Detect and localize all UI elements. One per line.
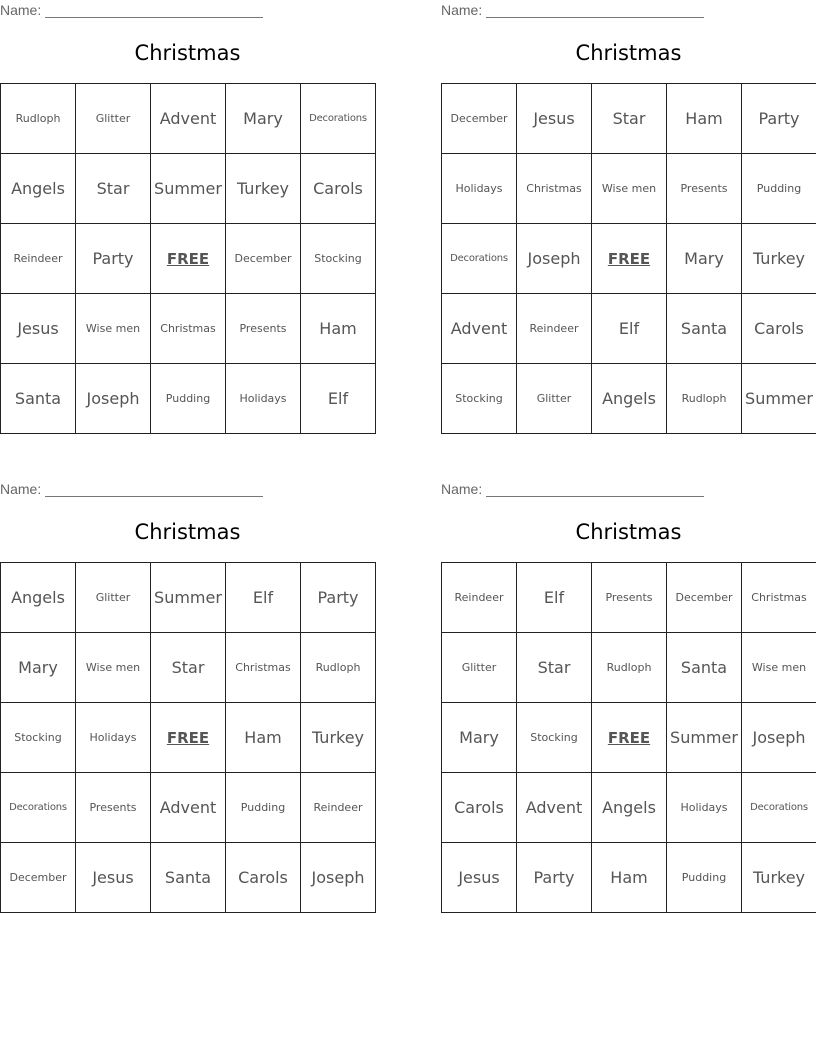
name-label: Name: bbox=[441, 2, 483, 18]
name-blank-line[interactable] bbox=[45, 3, 263, 18]
bingo-cell: Mary bbox=[667, 224, 742, 294]
card-title: Christmas bbox=[575, 520, 682, 544]
bingo-cell: Pudding bbox=[151, 364, 226, 434]
bingo-cell: Pudding bbox=[742, 154, 816, 224]
bingo-cell: Ham bbox=[226, 703, 301, 773]
bingo-cell: Jesus bbox=[76, 843, 151, 913]
grid-row bbox=[1, 633, 376, 703]
bingo-cell: Angels bbox=[1, 563, 76, 633]
bingo-cell: Glitter bbox=[517, 364, 592, 434]
bingo-cell: Turkey bbox=[301, 703, 376, 773]
bingo-cell: Glitter bbox=[442, 633, 517, 703]
bingo-cell: Joseph bbox=[301, 843, 376, 913]
bingo-cell: Presents bbox=[592, 563, 667, 633]
card-title: Christmas bbox=[575, 41, 682, 65]
bingo-cell: Jesus bbox=[517, 84, 592, 154]
bingo-cell: Carols bbox=[442, 773, 517, 843]
grid-row bbox=[1, 224, 376, 294]
bingo-cell: Turkey bbox=[742, 843, 816, 913]
bingo-cell: Reindeer bbox=[1, 224, 76, 294]
grid-row bbox=[442, 154, 816, 224]
bingo-cell: Angels bbox=[592, 364, 667, 434]
bingo-cell: Party bbox=[76, 224, 151, 294]
bingo-cell: Santa bbox=[151, 843, 226, 913]
bingo-cell: Stocking bbox=[1, 703, 76, 773]
bingo-cell: Rudloph bbox=[1, 84, 76, 154]
grid-row bbox=[442, 84, 816, 154]
bingo-cell: Angels bbox=[592, 773, 667, 843]
bingo-cell: Advent bbox=[151, 84, 226, 154]
grid-row bbox=[442, 364, 816, 434]
bingo-cell: Decorations bbox=[442, 224, 517, 294]
bingo-cell: Glitter bbox=[76, 563, 151, 633]
name-field[interactable] bbox=[441, 2, 704, 20]
bingo-cell: Joseph bbox=[76, 364, 151, 434]
bingo-cell: Stocking bbox=[442, 364, 517, 434]
bingo-cell: Santa bbox=[667, 294, 742, 364]
name-field[interactable] bbox=[0, 481, 263, 499]
free-cell: FREE bbox=[151, 703, 226, 773]
grid-row bbox=[442, 703, 816, 773]
name-label: Name: bbox=[441, 481, 483, 497]
bingo-cell: Decorations bbox=[742, 773, 816, 843]
bingo-cell: Advent bbox=[442, 294, 517, 364]
bingo-cell: Mary bbox=[1, 633, 76, 703]
bingo-cell: Wise men bbox=[592, 154, 667, 224]
bingo-cell: Turkey bbox=[226, 154, 301, 224]
grid-row bbox=[442, 843, 816, 913]
name-field[interactable] bbox=[0, 2, 263, 20]
bingo-cell: Advent bbox=[517, 773, 592, 843]
bingo-cell: Joseph bbox=[742, 703, 816, 773]
free-cell: FREE bbox=[592, 224, 667, 294]
bingo-cell: Rudloph bbox=[301, 633, 376, 703]
bingo-grid bbox=[441, 83, 816, 434]
bingo-cell: Holidays bbox=[226, 364, 301, 434]
bingo-cell: Presents bbox=[667, 154, 742, 224]
bingo-cell: Glitter bbox=[76, 84, 151, 154]
bingo-cell: Reindeer bbox=[517, 294, 592, 364]
bingo-cell: Ham bbox=[301, 294, 376, 364]
bingo-cell: Rudloph bbox=[592, 633, 667, 703]
bingo-cell: Holidays bbox=[442, 154, 517, 224]
bingo-cell: Turkey bbox=[742, 224, 816, 294]
bingo-cell: Pudding bbox=[226, 773, 301, 843]
bingo-cell: Presents bbox=[76, 773, 151, 843]
bingo-cell: Ham bbox=[592, 843, 667, 913]
bingo-cell: Jesus bbox=[442, 843, 517, 913]
bingo-cell: Christmas bbox=[226, 633, 301, 703]
bingo-cell: Wise men bbox=[76, 633, 151, 703]
bingo-cell: Santa bbox=[667, 633, 742, 703]
free-cell: FREE bbox=[592, 703, 667, 773]
bingo-grid bbox=[0, 83, 376, 434]
bingo-cell: Star bbox=[76, 154, 151, 224]
bingo-cell: Reindeer bbox=[442, 563, 517, 633]
grid-row bbox=[1, 563, 376, 633]
bingo-cell: Mary bbox=[226, 84, 301, 154]
bingo-cell: Elf bbox=[301, 364, 376, 434]
bingo-cell: Party bbox=[742, 84, 816, 154]
name-label: Name: bbox=[0, 481, 42, 497]
free-cell: FREE bbox=[151, 224, 226, 294]
bingo-cell: Star bbox=[517, 633, 592, 703]
bingo-cell: Decorations bbox=[301, 84, 376, 154]
bingo-cell: Summer bbox=[151, 154, 226, 224]
bingo-cell: Elf bbox=[226, 563, 301, 633]
bingo-cell: Santa bbox=[1, 364, 76, 434]
grid-row bbox=[1, 703, 376, 773]
bingo-cell: Presents bbox=[226, 294, 301, 364]
bingo-cell: Stocking bbox=[517, 703, 592, 773]
grid-row bbox=[442, 563, 816, 633]
bingo-cell: Reindeer bbox=[301, 773, 376, 843]
bingo-cell: Wise men bbox=[76, 294, 151, 364]
bingo-cell: Wise men bbox=[742, 633, 816, 703]
bingo-cell: Carols bbox=[301, 154, 376, 224]
bingo-cell: December bbox=[226, 224, 301, 294]
name-label: Name: bbox=[0, 2, 42, 18]
name-blank-line[interactable] bbox=[486, 3, 704, 18]
bingo-cell: December bbox=[442, 84, 517, 154]
bingo-cell: Holidays bbox=[76, 703, 151, 773]
name-blank-line[interactable] bbox=[486, 482, 704, 497]
bingo-cell: Carols bbox=[226, 843, 301, 913]
bingo-cell: Christmas bbox=[517, 154, 592, 224]
bingo-grid bbox=[0, 562, 376, 913]
bingo-cell: Party bbox=[517, 843, 592, 913]
bingo-cell: Party bbox=[301, 563, 376, 633]
name-blank-line[interactable] bbox=[45, 482, 263, 497]
bingo-cell: Star bbox=[592, 84, 667, 154]
bingo-cell: Joseph bbox=[517, 224, 592, 294]
bingo-cell: Mary bbox=[442, 703, 517, 773]
name-field[interactable] bbox=[441, 481, 704, 499]
bingo-cell: Elf bbox=[592, 294, 667, 364]
bingo-cell: Summer bbox=[151, 563, 226, 633]
bingo-cell: Star bbox=[151, 633, 226, 703]
bingo-cell: Ham bbox=[667, 84, 742, 154]
bingo-cell: Pudding bbox=[667, 843, 742, 913]
bingo-cell: Rudloph bbox=[667, 364, 742, 434]
bingo-cell: Carols bbox=[742, 294, 816, 364]
bingo-cell: Summer bbox=[667, 703, 742, 773]
bingo-cell: Summer bbox=[742, 364, 816, 434]
bingo-cell: Elf bbox=[517, 563, 592, 633]
bingo-cell: Advent bbox=[151, 773, 226, 843]
bingo-cell: December bbox=[1, 843, 76, 913]
bingo-cell: Holidays bbox=[667, 773, 742, 843]
bingo-cell: Christmas bbox=[151, 294, 226, 364]
grid-row bbox=[1, 773, 376, 843]
bingo-cell: Decorations bbox=[1, 773, 76, 843]
grid-row bbox=[1, 364, 376, 434]
bingo-cell: Christmas bbox=[742, 563, 816, 633]
bingo-cell: December bbox=[667, 563, 742, 633]
bingo-cell: Angels bbox=[1, 154, 76, 224]
card-title: Christmas bbox=[134, 520, 241, 544]
grid-row bbox=[1, 154, 376, 224]
grid-row bbox=[442, 633, 816, 703]
grid-row bbox=[1, 84, 376, 154]
grid-row bbox=[1, 843, 376, 913]
grid-row bbox=[442, 294, 816, 364]
grid-row bbox=[1, 294, 376, 364]
bingo-grid bbox=[441, 562, 816, 913]
grid-row bbox=[442, 224, 816, 294]
bingo-cell: Jesus bbox=[1, 294, 76, 364]
grid-row bbox=[442, 773, 816, 843]
card-title: Christmas bbox=[134, 41, 241, 65]
bingo-cell: Stocking bbox=[301, 224, 376, 294]
